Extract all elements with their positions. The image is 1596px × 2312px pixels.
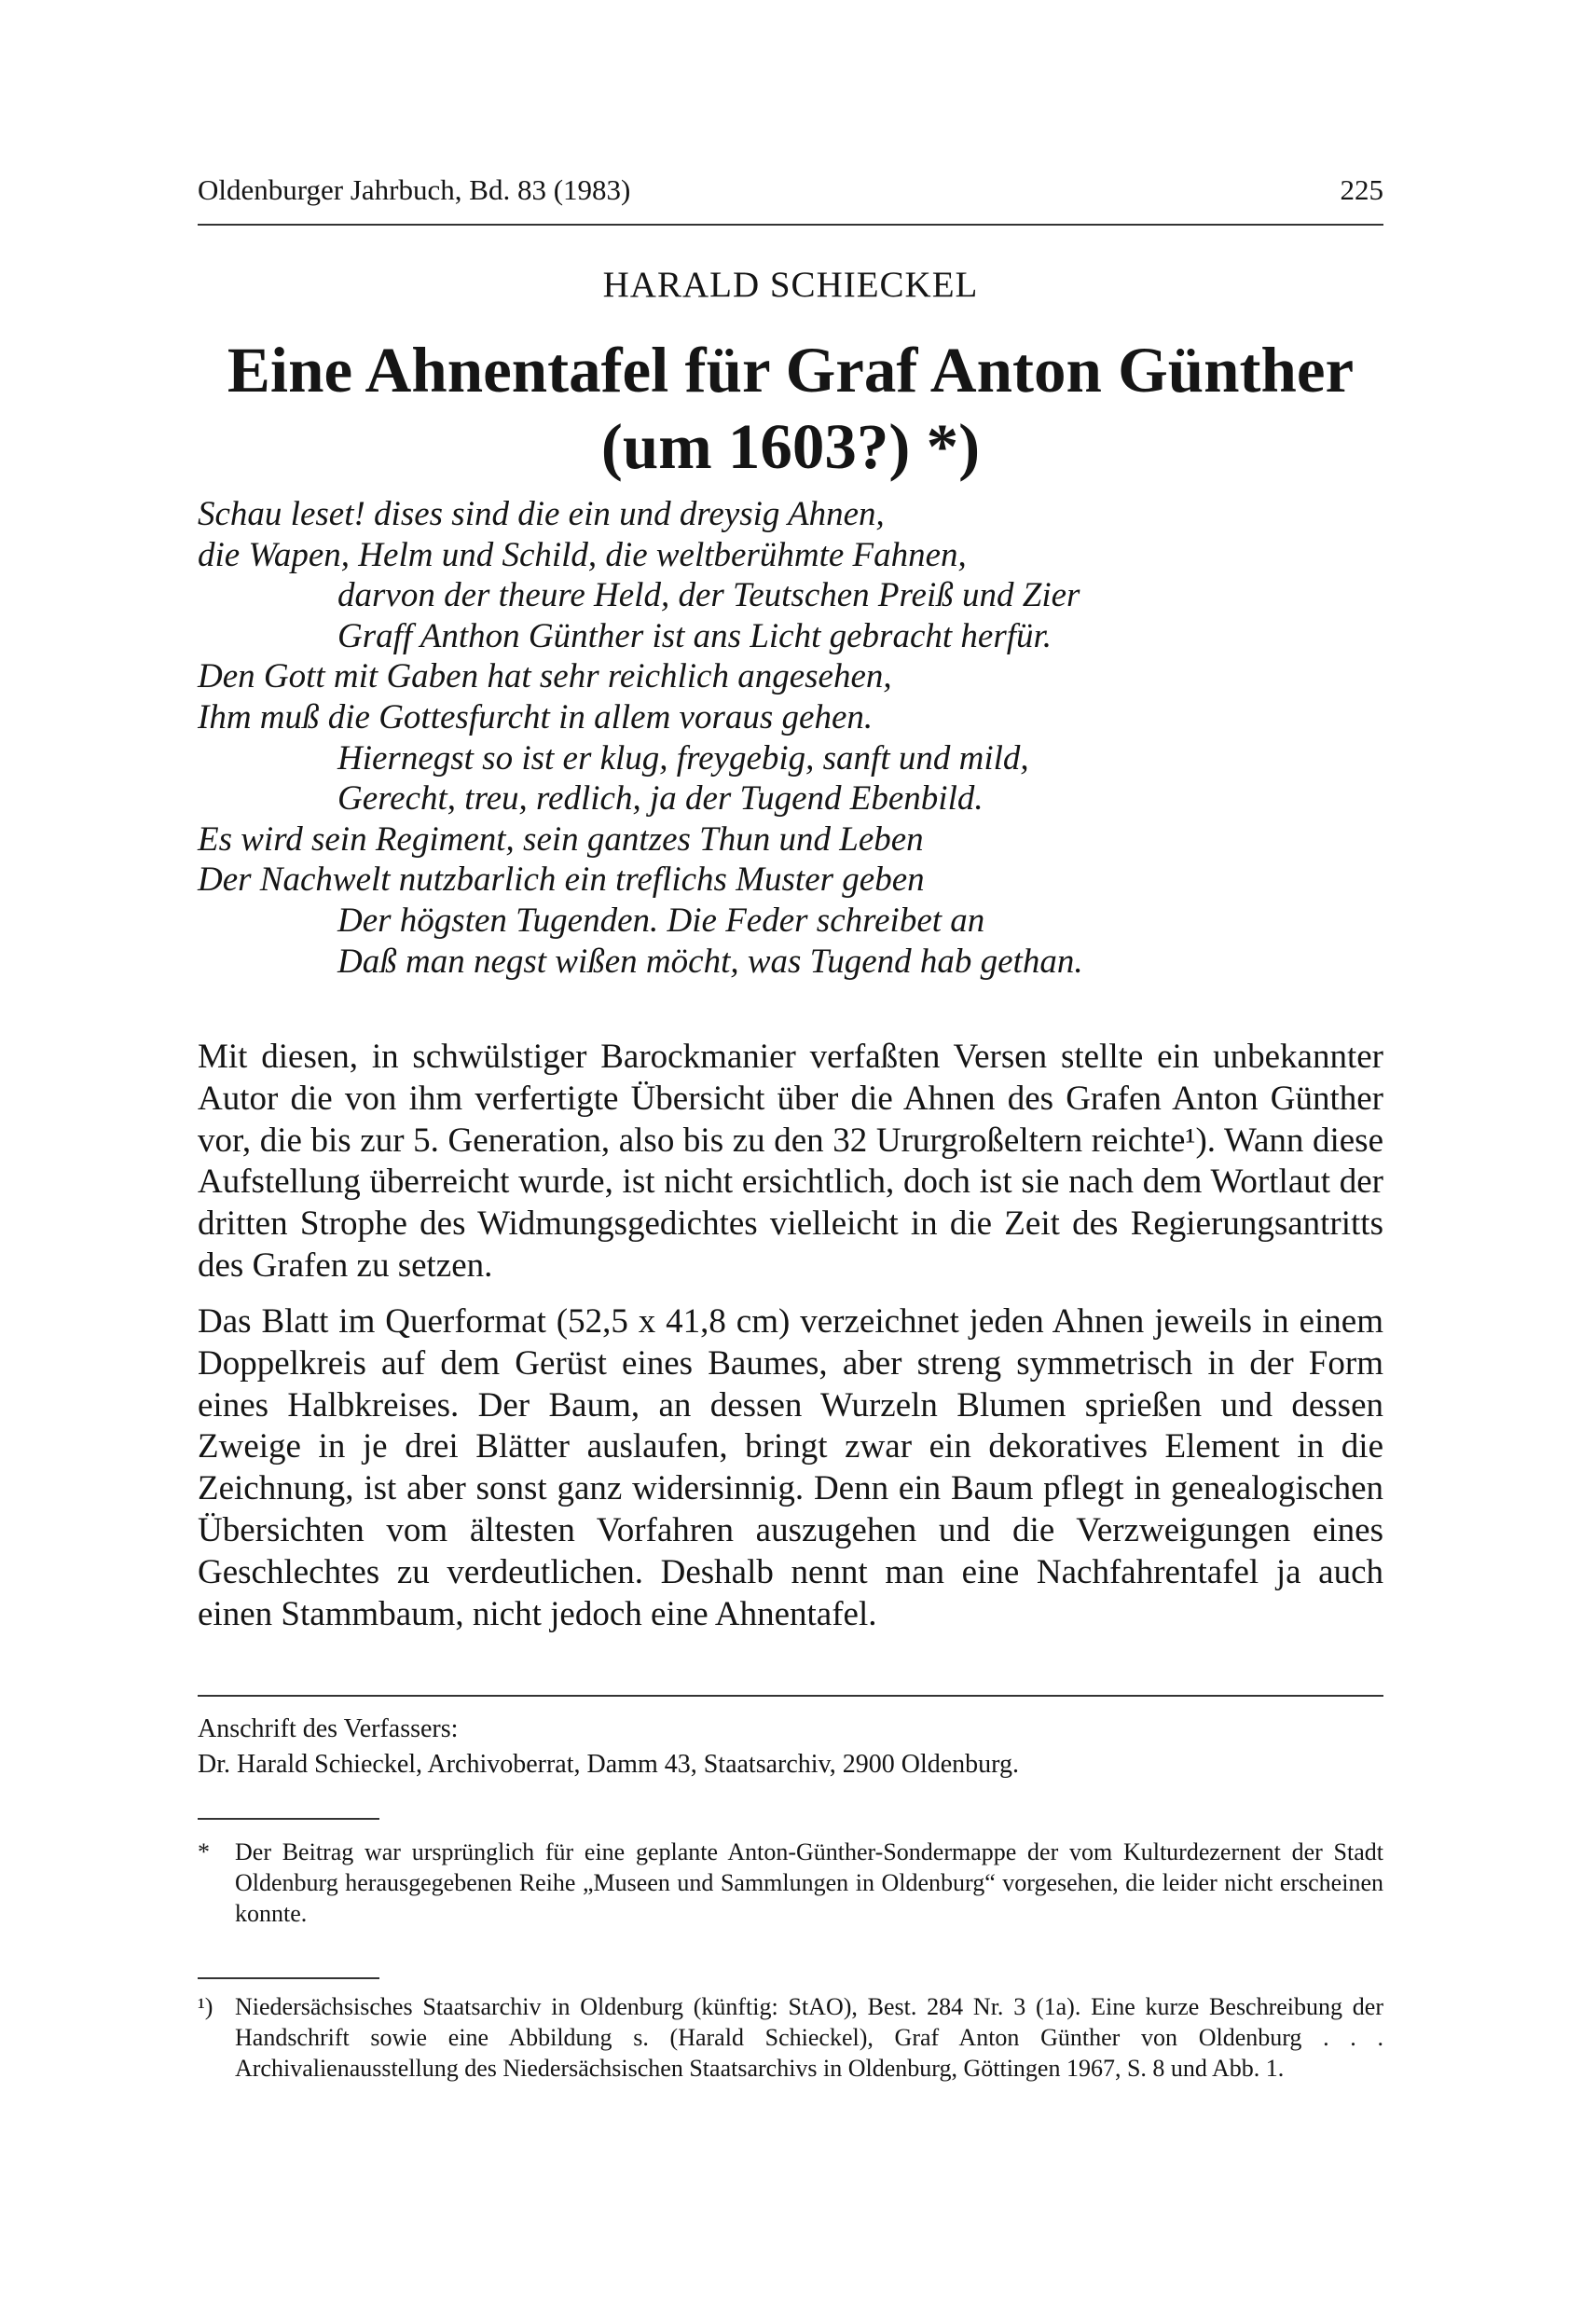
footnote [198, 1837, 1383, 1929]
dedication-poem [198, 494, 1383, 982]
journal-title: Oldenburger Jahrbuch, Bd. 83 (1983) [198, 173, 631, 206]
article-title [198, 332, 1383, 485]
poem-line: Daß man negst wißen möcht, was Tugend hab gethan. [337, 942, 1083, 981]
poem-line: die Wapen, Helm und Schild, die weltberühmte Fahnen, [198, 535, 967, 574]
poem-line: Der Nachwelt nutzbarlich ein treflichs Muster geben [198, 860, 925, 900]
article-author: HARALD SCHIECKEL [602, 265, 979, 305]
footnote-marker: ¹) [198, 1993, 213, 2020]
header-rule [198, 224, 1383, 226]
poem-line: Es wird sein Regiment, sein gantzes Thun und Leben [198, 819, 924, 859]
body-paragraph: Das Blatt im Querformat (52,5 x 41,8 cm) verzeichnet jeden Ahnen jeweils in einem Doppelkreis auf dem Gerüst eines Baumes, aber streng symmetrisch in der Form eines Halbkreises. Der Baum, an dessen Wurzeln Blumen sprießen und dessen Zweige in je drei Blätter auslaufen, bringt zwar ein dekoratives Element in die Zeichnung, ist aber sonst ganz widersinnig. Denn ein Baum pflegt in genealogischen Übersichten vom ältesten Vorfahren auszugehen und die Verzweigungen eines Geschlechtes zu verdeutlichen. Deshalb nennt man eine Nachfahrentafel ja auch einen Stammbaum, nicht jedoch eine Ahnentafel. [198, 1302, 1383, 1633]
poem-line: Hiernegst so ist er klug, freygebig, sanft und mild, [337, 738, 1029, 778]
address-label: Anschrift des Verfassers: [198, 1714, 459, 1743]
footnote-separator [198, 1695, 1383, 1697]
body-paragraph: Mit diesen, in schwülstiger Barockmanier verfaßten Versen stellte ein unbekannter Autor die von ihm verfertigte Übersicht über die Ahnen des Grafen Anton Günther vor, die bis zur 5. Generation, also bis zu den 32 Ururgroßeltern reichte¹). Wann diese Aufstellung überreicht wurde, ist nicht ersichtlich, doch ist sie nach dem Wortlaut der dritten Strophe des Widmungsgedichtes vielleicht in die Zeit des Regierungsantritts des Grafen zu setzen. [198, 1038, 1383, 1285]
author-address [198, 1712, 1383, 1782]
footnote-text: Der Beitrag war ursprünglich für eine geplante Anton-Günther-Sondermappe der vom Kulturdezernent der Stadt Oldenburg herausgegebenen Reihe „Museen und Sammlungen in Oldenburg“ vorgesehen, die leider nicht erscheinen konnte. [235, 1838, 1383, 1927]
poem-line: Der högsten Tugenden. Die Feder schreibet an [337, 901, 985, 940]
poem-line: Schau leset! dises sind die ein und dreysig Ahnen, [198, 495, 885, 533]
poem-line: Ihm muß die Gottesfurcht in allem voraus gehen. [198, 697, 874, 736]
footnote-rule [198, 1818, 379, 1820]
poem-line: Graff Anthon Günther ist ans Licht gebracht herfür. [337, 616, 1053, 655]
footnote-text: Niedersächsisches Staatsarchiv in Oldenburg (künftig: StAO), Best. 284 Nr. 3 (1a). Eine kurze Beschreibung der Handschrift sowie eine Abbildung s. (Harald Schieckel), Graf Anton Günther von Oldenburg . . . Archivalienausstellung des Niedersächsischen Staatsarchivs in Oldenburg, Göttingen 1967, S. 8 und Abb. 1. [235, 1993, 1383, 2082]
article-title-line: (um 1603?) *) [600, 411, 981, 482]
poem-line: Gerecht, treu, redlich, ja der Tugend Ebenbild. [337, 779, 984, 819]
footnote-rule [198, 1977, 379, 1979]
article-title-line: Eine Ahnentafel für Graf Anton Günther [227, 335, 1355, 406]
footnote-marker: * [198, 1838, 210, 1865]
running-header [198, 173, 1383, 220]
poem-line: Den Gott mit Gaben hat sehr reichlich angesehen, [198, 657, 892, 696]
page-number: 225 [1340, 173, 1383, 206]
poem-line: darvon der theure Held, der Teutschen Preiß und Zier [337, 576, 1080, 615]
footnote [198, 1991, 1383, 2084]
address-text: Dr. Harald Schieckel, Archivoberrat, Damm 43, Staatsarchiv, 2900 Oldenburg. [198, 1750, 1019, 1779]
